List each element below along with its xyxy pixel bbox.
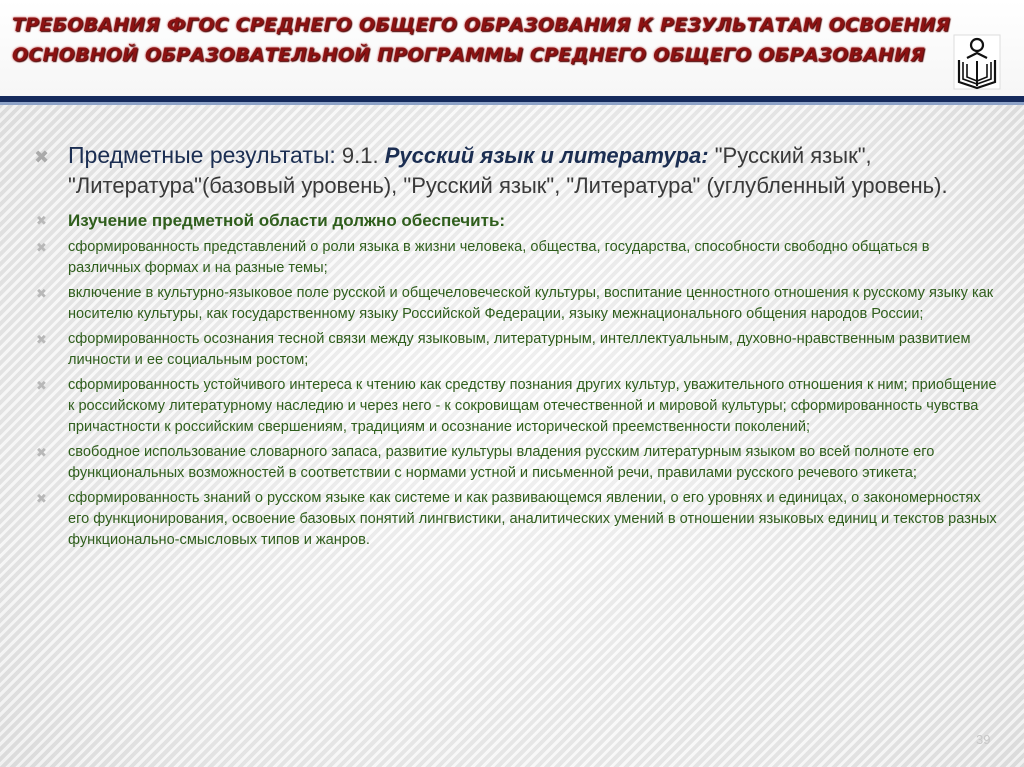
x-bullet-icon: ✖	[36, 240, 47, 255]
x-bullet-icon: ✖	[36, 378, 47, 393]
x-bullet-icon: ✖	[36, 491, 47, 506]
slide-content	[30, 140, 1000, 551]
requirements-list	[30, 237, 1000, 551]
sub-heading	[30, 209, 1000, 233]
list-item-text: сформированность представлений о роли языка в жизни человека, общества, государства, способности свободно общаться в различных формах и на разные темы;	[68, 239, 930, 276]
list-item	[30, 442, 1000, 484]
list-item-text: сформированность знаний о русском языке как системе и как развивающемся явлении, о его уровнях и единицах, о закономерностях его функционирования, освоение базовых понятий лингвистики, аналитических умений в отношении языковых единиц и текстов разных функционально-смысловых типов и жанров.	[68, 490, 997, 548]
slide-header	[0, 0, 1024, 96]
section-number: 9.1.	[335, 143, 385, 168]
header-divider-light	[0, 102, 1024, 105]
list-item	[30, 488, 1000, 551]
main-bullet-point	[30, 140, 1000, 201]
list-item-text: свободное использование словарного запаса, развитие культуры владения русским литературным языком во всей полноте его функциональных возможностей в соответствии с нормами устной и письменной речи, правилами русского речевого этикета;	[68, 444, 935, 481]
list-item-text: сформированность осознания тесной связи между языковым, литературным, интеллектуальным, духовно-нравственным развитием личности и ее социальным ростом;	[68, 331, 971, 368]
x-bullet-icon: ✖	[36, 286, 47, 301]
x-bullet-icon: ✖	[36, 445, 47, 460]
list-item	[30, 329, 1000, 371]
subject-name: Русский язык и литература:	[384, 143, 709, 168]
page-number: 39	[976, 732, 991, 747]
list-item	[30, 283, 1000, 325]
slide-title-line-2: ОСНОВНОЙ ОБРАЗОВАТЕЛЬНОЙ ПРОГРАММЫ СРЕДНЕГО ОБЩЕГО ОБРАЗОВАНИЯ	[12, 44, 926, 66]
slide-title-line-1: ТРЕБОВАНИЯ ФГОС СРЕДНЕГО ОБЩЕГО ОБРАЗОВАНИЯ К РЕЗУЛЬТАТАМ ОСВОЕНИЯ	[12, 14, 951, 36]
list-item	[30, 375, 1000, 438]
x-bullet-icon: ✖	[36, 213, 47, 228]
x-bullet-icon: ✖	[36, 332, 47, 347]
list-item-text: включение в культурно-языковое поле русской и общечеловеческой культуры, воспитание ценностного отношения к русскому языку как носителю культуры, как государственному языку Российской Федерации, языку межнационального общения народов России;	[68, 285, 994, 322]
subject-description: "Русский язык", "Литература"(базовый уровень), "Русский язык", "Литература" (углубленный уровень).	[68, 143, 948, 198]
subject-results-label: Предметные результаты:	[68, 142, 336, 168]
list-item-text: сформированность устойчивого интереса к чтению как средству познания других культур, уважительного отношения к ним; приобщение к российскому литературному наследию и через него - к сокровищам отечественной и мировой культуры; сформированность чувства причастности к российским свершениям, традициям и осознание исторической преемственности поколений;	[68, 377, 997, 435]
reader-with-book-icon	[953, 34, 1001, 90]
list-item	[30, 237, 1000, 279]
x-bullet-icon: ✖	[34, 147, 50, 167]
sub-heading-text: Изучение предметной области должно обеспечить:	[68, 211, 506, 230]
